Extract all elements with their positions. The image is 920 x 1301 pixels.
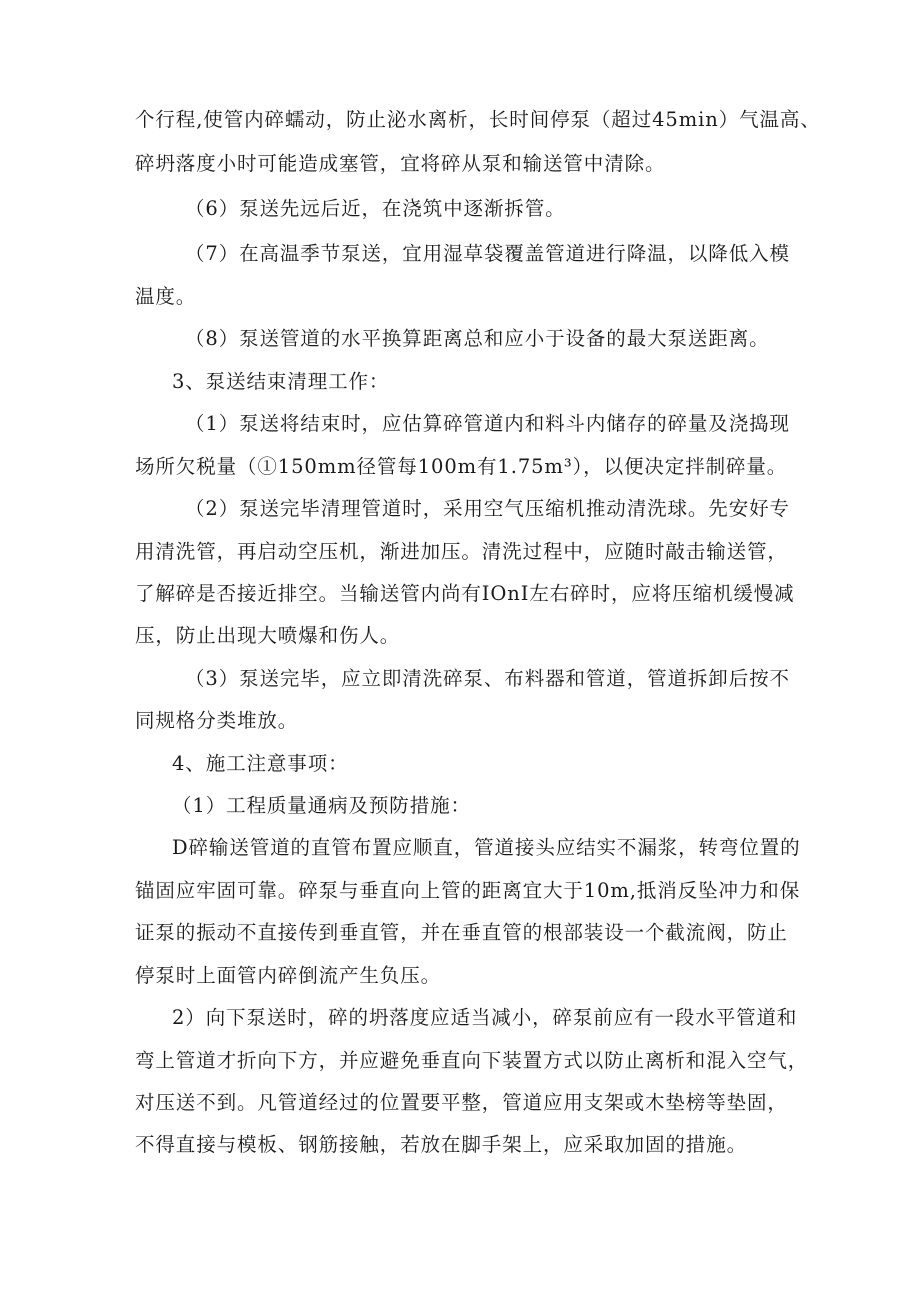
text-line: 弯上管道才折向下方，并应避免垂直向下装置方式以防止离析和混入空气， — [135, 1049, 809, 1072]
text-line: 证泵的振动不直接传到垂直管，并在垂直管的根部装设一个截流阀，防止 — [135, 921, 788, 944]
text-line: （6）泵送先远后近，在浇筑中逐渐拆管。 — [185, 197, 566, 220]
text-line: 碎坍落度小时可能造成塞管，宜将碎从泵和输送管中清除。 — [135, 152, 666, 175]
text-line: 温度。 — [135, 285, 197, 308]
text-line: （3）泵送完毕，应立即清洗碎泵、布料器和管道，管道拆卸后按不 — [185, 667, 790, 690]
text-line: 停泵时上面管内碎倒流产生负压。 — [135, 964, 442, 987]
text-line: 压，防止出现大喷爆和伤人。 — [135, 624, 401, 647]
text-line: D碎输送管道的直管布置应顺直，管道接头应结实不漏浆，转弯位置的 — [172, 836, 801, 859]
section-heading: 3、泵送结束清理工作： — [172, 370, 390, 393]
text-line: 同规格分类堆放。 — [135, 709, 299, 732]
text-line: （1）泵送将结束时，应估算碎管道内和料斗内储存的碎量及浇捣现 — [185, 412, 790, 435]
subsection-heading: （1）工程质量通病及预防措施： — [172, 794, 471, 817]
text-line: （7）在高温季节泵送，宜用湿草袋覆盖管道进行降温，以降低入模 — [185, 242, 790, 265]
text-line: （2）泵送完毕清理管道时，采用空气压缩机推动清洗球。先安好专 — [185, 497, 790, 520]
section-heading: 4、施工注意事项： — [172, 752, 349, 775]
text-line: 2）向下泵送时，碎的坍落度应适当减小，碎泵前应有一段水平管道和 — [172, 1006, 798, 1029]
text-line: 对压送不到。凡管道经过的位置要平整，管道应用支架或木垫榜等垫固， — [135, 1091, 788, 1114]
text-line: 了解碎是否接近排空。当输送管内尚有IOnI左右碎时，应将压缩机缓慢减 — [135, 582, 795, 605]
text-line: 个行程,使管内碎蠕动，防止泌水离析，长时间停泵（超过45min）气温高、 — [135, 108, 821, 131]
text-line: 不得直接与模板、钢筋接触，若放在脚手架上，应采取加固的措施。 — [135, 1133, 748, 1156]
text-line: （8）泵送管道的水平换算距离总和应小于设备的最大泵送距离。 — [185, 327, 770, 350]
text-line: 锚固应牢固可靠。碎泵与垂直向上管的距离宜大于10m,抵消反坠冲力和保 — [135, 879, 801, 902]
text-line: 用清洗管，再启动空压机，渐进加压。清洗过程中，应随时敲击输送管， — [135, 540, 788, 563]
text-line: 场所欠税量（①150mm径管每100m有1.75m³），以便决定拌制碎量。 — [135, 455, 788, 478]
